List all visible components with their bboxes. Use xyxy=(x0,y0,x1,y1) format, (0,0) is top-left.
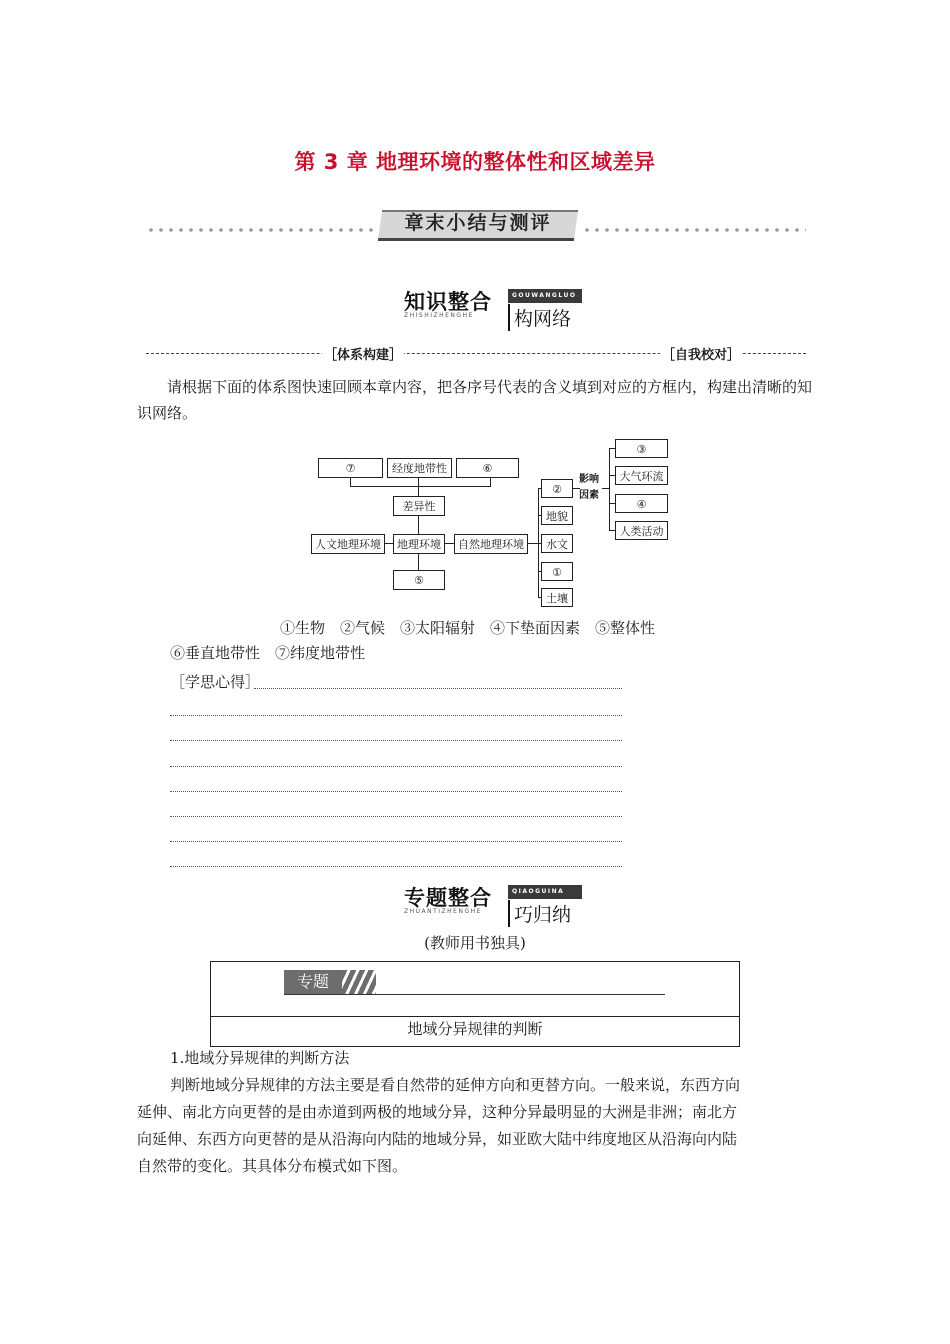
point1-heading: 1.地域分异规律的判断方法 xyxy=(170,1049,350,1067)
section1-pinyin-top: GOUWANGLUO xyxy=(512,292,577,299)
box-n1: ① xyxy=(541,562,573,581)
box-n6: ⑥ xyxy=(456,458,519,478)
topic-tag: 专题 xyxy=(284,970,342,994)
body-line: 自然带的变化。其具体分布模式如下图。 xyxy=(137,1157,408,1175)
body-line: 判断地域分异规律的方法主要是看自然带的延伸方向和更替方向。一般来说，东西方向 xyxy=(170,1076,741,1094)
box-jingdu: 经度地带性 xyxy=(387,458,452,478)
legend-line1: ①生物 ②气候 ③太阳辐射 ④下垫面因素 ⑤整体性 xyxy=(280,619,656,637)
tag-system: ［体系构建］ xyxy=(322,344,404,363)
notes-line[interactable] xyxy=(170,715,622,716)
box-ziran: 自然地理环境 xyxy=(454,534,528,554)
section2-pinyin-top: QIAOGUINA xyxy=(512,888,565,895)
notes-line[interactable] xyxy=(170,866,622,867)
section2-sub: 巧归纳 xyxy=(508,900,571,927)
box-n5: ⑤ xyxy=(393,570,445,590)
intro-paragraph: 请根据下面的体系图快速回顾本章内容，把各序号代表的含义填到对应的方框内，构建出清晰的知识网络。 xyxy=(137,378,813,422)
box-dili: 地理环境 xyxy=(393,534,445,554)
box-renlei: 人类活动 xyxy=(615,521,668,540)
box-renwen: 人文地理环境 xyxy=(311,534,385,554)
box-shuiwen: 水文 xyxy=(541,534,573,553)
box-n7: ⑦ xyxy=(318,458,383,478)
box-chayixing: 差异性 xyxy=(393,496,445,516)
box-dimao: 地貌 xyxy=(541,506,573,525)
topic-separator xyxy=(210,1016,740,1017)
label-yingxiang: 影响 xyxy=(579,474,599,485)
topic-underline xyxy=(284,994,665,995)
notes-line[interactable] xyxy=(254,688,622,689)
notes-line[interactable] xyxy=(170,816,622,817)
notes-line[interactable] xyxy=(170,841,622,842)
body-line: 延伸、南北方向更替的是由赤道到两极的地域分异，这种分异最明显的大洲是非洲；南北方 xyxy=(137,1103,738,1121)
body-line: 向延伸、东西方向更替的是从沿海向内陆的地域分异，如亚欧大陆中纬度地区从沿海向内陆 xyxy=(137,1130,738,1148)
teacher-note: (教师用书独具) xyxy=(424,934,526,952)
tag-self-check: ［自我校对］ xyxy=(660,344,742,363)
chapter-title: 第 3 章 地理环境的整体性和区域差异 xyxy=(294,150,656,174)
box-turang: 土壤 xyxy=(541,588,573,607)
section2-pinyin-bottom: ZHUANTIZHENGHE xyxy=(404,908,482,915)
box-n4: ④ xyxy=(615,494,668,513)
topic-name: 地域分异规律的判断 xyxy=(407,1020,543,1038)
concept-diagram xyxy=(0,0,950,620)
section2-bar xyxy=(508,885,582,899)
legend-line2: ⑥垂直地带性 ⑦纬度地带性 xyxy=(170,644,366,662)
banner-title: 章末小结与测评 xyxy=(404,212,552,234)
label-yinsu: 因素 xyxy=(579,490,599,501)
section1-main: 知识整合 xyxy=(404,290,492,314)
box-n2: ② xyxy=(541,479,573,498)
section2-main: 专题整合 xyxy=(404,886,492,910)
notes-line[interactable] xyxy=(170,791,622,792)
notes-line[interactable] xyxy=(170,740,622,741)
box-daqi: 大气环流 xyxy=(615,466,668,485)
box-n3: ③ xyxy=(615,439,668,458)
section1-pinyin-bottom: ZHISHIZHENGHE xyxy=(404,312,474,319)
notes-line[interactable] xyxy=(170,766,622,767)
section1-sub: 构网络 xyxy=(508,304,571,331)
notes-label: ［学思心得］ xyxy=(170,673,261,691)
topic-stripes xyxy=(342,970,376,994)
